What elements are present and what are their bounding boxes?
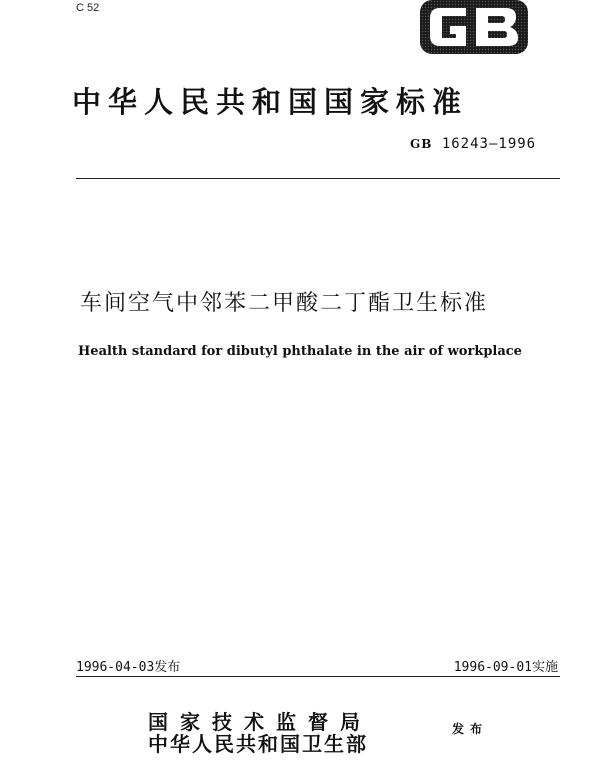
gb-logo xyxy=(418,0,530,56)
standard-number-value: 16243—1996 xyxy=(441,136,537,152)
issue-date: 1996-04-03发布 xyxy=(76,660,181,675)
document-title-en: Health standard for dibutyl phthalate in the air of workplace xyxy=(78,344,522,359)
top-divider xyxy=(76,178,560,179)
publish-label: 发布 xyxy=(452,722,489,736)
standard-header-title: 中华人民共和国国家标准 xyxy=(72,85,469,119)
standard-number-prefix: GB xyxy=(410,137,433,151)
implementation-date: 1996-09-01实施 xyxy=(453,660,558,675)
document-title-cn: 车间空气中邻苯二甲酸二丁酯卫生标准 xyxy=(80,291,489,316)
bottom-divider xyxy=(76,676,560,677)
standard-number xyxy=(410,136,536,152)
issuer-line-1: 国家技术监督局 xyxy=(148,710,372,734)
logo-text: GB xyxy=(474,54,476,55)
classification-code-value: C 52 xyxy=(76,2,100,14)
classification-code xyxy=(76,2,99,14)
issuer-line-2: 中华人民共和国卫生部 xyxy=(148,732,368,756)
